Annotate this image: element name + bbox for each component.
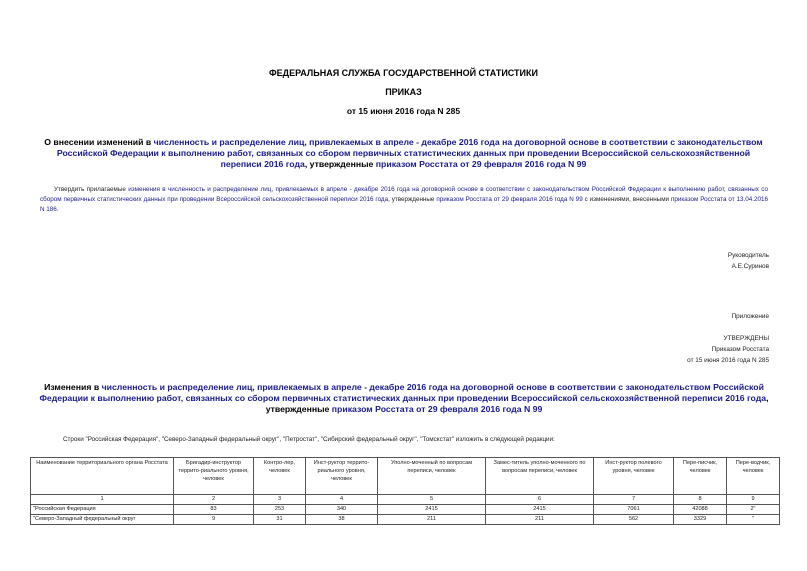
- table-row: [31, 515, 780, 525]
- number-cell: 9: [727, 495, 780, 505]
- agency-name: ФЕДЕРАЛЬНАЯ СЛУЖБА ГОСУДАРСТВЕННОЙ СТАТИСТИКИ: [269, 68, 538, 78]
- header-cell: Пере-писчик, человек: [674, 458, 727, 495]
- staff-distribution-table: [30, 457, 780, 525]
- header-cell: Замес-титель уполно-моченного по вопросам переписи, человек: [486, 458, 594, 495]
- body-text-1: Утвердить прилагаемые: [54, 186, 129, 193]
- table-row: [31, 505, 780, 515]
- table-cell: 31: [254, 515, 306, 525]
- document-type: ПРИКАЗ: [385, 87, 422, 97]
- appendix-title-prefix: Изменения в: [44, 382, 102, 392]
- body-link-order99[interactable]: приказом Росстата от 29 февраля 2016 года N 99: [436, 196, 583, 203]
- header-cell: Наименование территориального органа Росстата: [31, 458, 174, 495]
- order-date-number: от 15 июня 2016 года N 285: [346, 106, 461, 116]
- signature-block: [569, 250, 769, 272]
- appendix-label: Приложение: [731, 313, 769, 320]
- approval-by-order: Приказом Росстата: [711, 346, 769, 353]
- order-title: [40, 137, 767, 170]
- order-title-link-changes[interactable]: численность и распределение лиц, привлекаемых в апреле - декабре 2016 года на договорной основе в соответствии с законодательством Российской Федерации к выполнению работ, связанных со сбором первичных статистических данных при проведении Всероссийской сельскохозяйственной переписи 2016 года: [56, 137, 763, 169]
- lines-note: Строки "Российская Федерация", "Северо-Западный федеральный округ", "Петростат", "Сибирский федеральный округ", "Томскстат" изложить в следующей редакции:: [63, 436, 555, 443]
- table-cell: 7061: [594, 505, 674, 515]
- header-cell: Контро-лер, человек: [254, 458, 306, 495]
- body-link-order186[interactable]: приказом Росстата от 13.04.2016 N 186: [40, 196, 768, 213]
- approval-date: от 15 июня 2016 года N 285: [687, 357, 769, 364]
- order-body-paragraph: [40, 185, 768, 215]
- body-text-3: с изменениями, внесенными: [582, 196, 671, 203]
- number-cell: 1: [31, 495, 174, 505]
- appendix-title: [30, 382, 778, 415]
- appendix-title-link-order99[interactable]: приказом Росстата от 29 февраля 2016 года N 99: [331, 404, 543, 414]
- table-cell: 42088: [674, 505, 727, 515]
- table-cell: 211: [486, 515, 594, 525]
- table-cell: 83: [174, 505, 254, 515]
- table-cell: 253: [254, 505, 306, 515]
- table-cell: 2": [727, 505, 780, 515]
- number-cell: 6: [486, 495, 594, 505]
- table-cell: 562: [594, 515, 674, 525]
- number-cell: 2: [174, 495, 254, 505]
- table-cell: "Северо-Западный федеральный округ: [31, 515, 174, 525]
- table-cell: ": [727, 515, 780, 525]
- table-number-row: [31, 495, 780, 505]
- table-cell: 3329: [674, 515, 727, 525]
- header-cell: Инст-руктор террито-риального уровня, человек: [306, 458, 378, 495]
- appendix-title-middle: , утвержденные: [265, 393, 769, 414]
- table-cell: 2415: [378, 505, 486, 515]
- table-cell: 9: [174, 515, 254, 525]
- header-cell: Бригадир-инструктор террито-риального уровня, человек: [174, 458, 254, 495]
- table-cell: 2415: [486, 505, 594, 515]
- number-cell: 7: [594, 495, 674, 505]
- number-cell: 8: [674, 495, 727, 505]
- number-cell: 4: [306, 495, 378, 505]
- approval-approved: УТВЕРЖДЕНЫ: [723, 335, 769, 342]
- body-text-4: .: [56, 206, 59, 213]
- approval-block: [569, 333, 769, 366]
- number-cell: 5: [378, 495, 486, 505]
- header-cell: Инст-руктор полевого уровня, человек: [594, 458, 674, 495]
- table-header-row: [31, 458, 780, 495]
- body-link-changes[interactable]: изменения в численность и распределение лиц, привлекаемых в апреле - декабре 2016 года на договорной основе в соответствии с законодательством Российской Федерации к выполнению работ, связанных со сбором первичных статистических данных при проведении Всероссийской сельскохозяйственной переписи 2016 года: [40, 186, 769, 203]
- signature-name: А.Е.Суринов: [731, 263, 769, 270]
- header-cell: Уполно-моченный по вопросам переписи, человек: [378, 458, 486, 495]
- appendix-title-link-changes[interactable]: численность и распределение лиц, привлекаемых в апреле - декабре 2016 года на договорной основе в соответствии с законодательством Российской Федерации к выполнению работ, связанных со сбором первичных статистических данных при проведении Всероссийской сельскохозяйственной переписи 2016 года: [39, 382, 767, 403]
- table-cell: 38: [306, 515, 378, 525]
- signature-role: Руководитель: [727, 252, 769, 259]
- table-cell: "Российская Федерация: [31, 505, 174, 515]
- order-title-middle: , утвержденные: [304, 159, 376, 169]
- body-text-2: , утвержденные: [388, 196, 437, 203]
- number-cell: 3: [254, 495, 306, 505]
- order-title-prefix: О внесении изменений в: [44, 137, 154, 147]
- table-cell: 340: [306, 505, 378, 515]
- header-cell: Пере-водчик, человек: [727, 458, 780, 495]
- table-cell: 211: [378, 515, 486, 525]
- order-title-link-order99[interactable]: приказом Росстата от 29 февраля 2016 года N 99: [375, 159, 587, 169]
